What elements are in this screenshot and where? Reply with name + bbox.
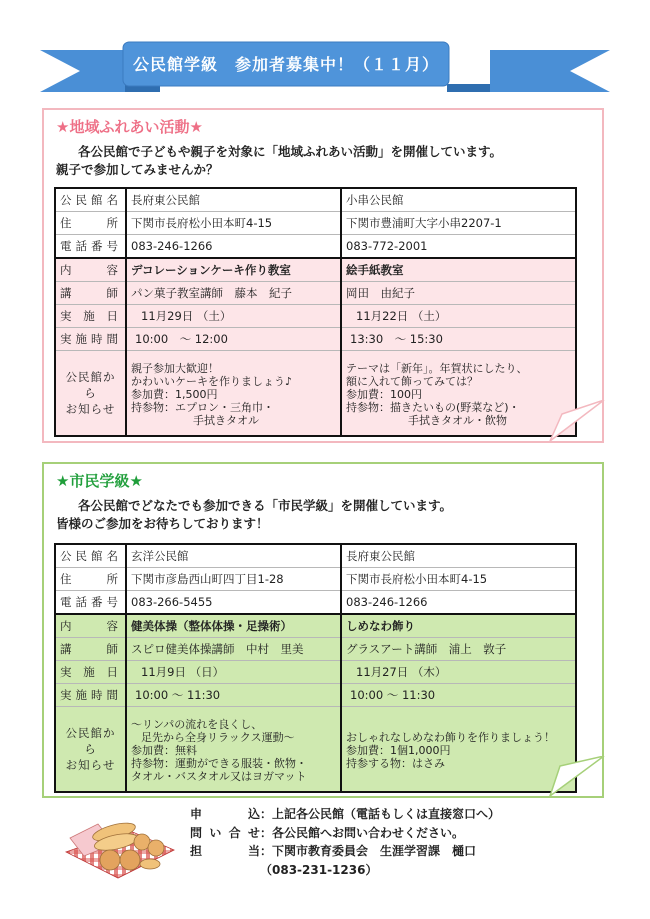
event-table: [54, 187, 577, 437]
section-intro: [56, 143, 502, 179]
contact-row-apply: 申込 ： 上記各公民館（電話もしくは直接窓口へ）: [190, 805, 500, 824]
notice-line: 持参物：エプロン・三角巾・: [131, 400, 274, 414]
label-notice-line-2: お知らせ: [65, 402, 116, 416]
cell-address-2: 下関市豊浦町大字小串2207-1: [341, 212, 576, 235]
cell-address-1: 下関市長府松小田本町4-15: [126, 212, 341, 235]
notice-line: テーマは「新年」。年賀状にしたり、: [346, 361, 528, 375]
label-address: 住所: [55, 212, 126, 235]
cell-time-1: 10:00 ～ 12:00: [126, 328, 341, 351]
cell-lecturer-1: スピロ健美体操講師 中村 里美: [126, 638, 341, 661]
label-lecturer: 講師: [55, 282, 126, 305]
cell-content-2: しめなわ飾り: [341, 614, 576, 638]
cell-phone-2: 083-246-1266: [341, 591, 576, 615]
table-row-time: [55, 684, 576, 707]
banner-title: 公民館学級 参加者募集中！（１１月）: [132, 55, 439, 74]
cell-time-2: 10:00 ～ 11:30: [341, 684, 576, 707]
notice-line: 参加費：1,500円: [131, 387, 218, 401]
header-banner: [0, 40, 650, 100]
label-content: 内容: [55, 614, 126, 638]
page-curl-decoration: [542, 400, 606, 443]
notice-line: 参加費：100円: [346, 387, 422, 401]
notice-line: 手拭きタオル: [193, 413, 259, 427]
table-row-name: [55, 544, 576, 568]
table-row-phone: [55, 235, 576, 259]
cell-phone-2: 083-772-2001: [341, 235, 576, 259]
cell-date-1: 11月9日 （日）: [126, 661, 341, 684]
notice-line: 持参物：運動ができる服装・飲物・: [131, 756, 307, 770]
cell-address-2: 下関市長府松小田本町4-15: [341, 568, 576, 591]
cell-time-2: 13:30 ～ 15:30: [341, 328, 576, 351]
notice-line: 持参物：描きたいもの(野菜など)・: [346, 400, 520, 414]
contact-value: 上記各公民館（電話もしくは直接窓口へ）: [272, 807, 501, 821]
table-row-name: [55, 188, 576, 212]
label-date: 実施日: [55, 305, 126, 328]
table-row-time: [55, 328, 576, 351]
event-table: [54, 543, 577, 793]
cell-time-1: 10:00 ～ 11:30: [126, 684, 341, 707]
cell-content-2: 絵手紙教室: [341, 258, 576, 282]
cell-lecturer-2: グラスアート講師 浦上 敦子: [341, 638, 576, 661]
label-content: 内容: [55, 258, 126, 282]
cell-lecturer-2: 岡田 由紀子: [341, 282, 576, 305]
table-row-lecturer: [55, 638, 576, 661]
notice-line: 参加費：1個1,000円: [346, 743, 451, 757]
section-chiiki-fureai: [42, 108, 604, 443]
cell-name-1: 長府東公民館: [126, 188, 341, 212]
section-title: ★地域ふれあい活動★: [56, 118, 203, 136]
notice-line: おしゃれなしめなわ飾りを作りましょう！: [346, 730, 555, 744]
contact-key: 申込: [190, 807, 260, 821]
label-phone: 電話番号: [55, 235, 126, 259]
notice-line: かわいいケーキを作りましょう♪: [131, 374, 293, 388]
notice-line: 額に入れて飾ってみては？: [346, 374, 478, 388]
cell-date-2: 11月27日 （木）: [341, 661, 576, 684]
table-row-address: [55, 212, 576, 235]
contact-info: [190, 805, 500, 879]
notice-line: タオル・バスタオル又はヨガマット: [131, 769, 307, 783]
cell-content-1: デコレーションケーキ作り教室: [126, 258, 341, 282]
contact-key: 担当: [190, 844, 260, 858]
section-shimin-gakkyu: [42, 462, 604, 798]
cell-address-1: 下関市彦島西山町四丁目1-28: [126, 568, 341, 591]
cell-notice-2: [341, 707, 576, 793]
table-row-address: [55, 568, 576, 591]
notice-line: ～リンパの流れを良くし、: [131, 717, 263, 731]
cell-notice-2: [341, 351, 576, 437]
cell-name-2: 長府東公民館: [341, 544, 576, 568]
intro-line-1: 各公民館で子どもや親子を対象に「地域ふれあい活動」を開催しています。: [78, 144, 503, 159]
label-time: 実施時間: [55, 684, 126, 707]
intro-line-2: 親子で参加してみませんか？: [56, 162, 219, 177]
bread-basket-illustration: [58, 810, 178, 880]
cell-name-1: 玄洋公民館: [126, 544, 341, 568]
section-intro: [56, 497, 452, 533]
label-date: 実施日: [55, 661, 126, 684]
notice-line: 持参する物：はさみ: [346, 756, 445, 770]
cell-notice-1: [126, 351, 341, 437]
label-name: 公民館名: [55, 544, 126, 568]
label-phone: 電話番号: [55, 591, 126, 615]
cell-notice-1: [126, 707, 341, 793]
label-notice-line-2: お知らせ: [65, 758, 116, 772]
label-notice: [55, 351, 126, 437]
notice-line: 手拭きタオル・飲物: [408, 413, 507, 427]
label-lecturer: 講師: [55, 638, 126, 661]
table-row-content: [55, 258, 576, 282]
contact-phone: （083-231-1236）: [260, 862, 378, 877]
contact-value: 下関市教育委員会 生涯学習課 樋口: [272, 844, 477, 858]
cell-lecturer-1: パン菓子教室講師 藤本 紀子: [126, 282, 341, 305]
table-row-phone: [55, 591, 576, 615]
cell-name-2: 小串公民館: [341, 188, 576, 212]
label-time: 実施時間: [55, 328, 126, 351]
label-address: 住所: [55, 568, 126, 591]
table-row-date: [55, 305, 576, 328]
table-row-notice: [55, 707, 576, 793]
cell-phone-1: 083-266-5455: [126, 591, 341, 615]
cell-date-2: 11月22日 （土）: [341, 305, 576, 328]
table-row-notice: [55, 351, 576, 437]
table-row-lecturer: [55, 282, 576, 305]
label-notice-line-1: 公民館から: [65, 726, 116, 756]
notice-line: 足先から全身リラックス運動～: [141, 730, 295, 744]
label-notice: [55, 707, 126, 793]
label-notice-line-1: 公民館から: [65, 370, 116, 400]
cell-date-1: 11月29日 （土）: [126, 305, 341, 328]
label-name: 公民館名: [55, 188, 126, 212]
notice-line: 参加費：無料: [131, 743, 197, 757]
contact-row-inquiry: 問い合せ ： 各公民館へお問い合わせください。: [190, 824, 500, 843]
cell-phone-1: 083-246-1266: [126, 235, 341, 259]
page-curl-decoration: [542, 756, 606, 798]
contact-key: 問い合せ: [190, 825, 260, 840]
intro-line-2: 皆様のご参加をお待ちしております！: [56, 516, 269, 531]
contact-row-person: 担当 ： 下関市教育委員会 生涯学習課 樋口: [190, 842, 500, 861]
notice-line: 親子参加大歓迎！: [131, 361, 219, 375]
section-title: ★市民学級★: [56, 472, 143, 490]
intro-line-1: 各公民館でどなたでも参加できる「市民学級」を開催しています。: [78, 498, 453, 513]
cell-content-1: 健美体操（整体体操・足操術）: [126, 614, 341, 638]
table-row-date: [55, 661, 576, 684]
table-row-content: [55, 614, 576, 638]
contact-value: 各公民館へお問い合わせください。: [272, 825, 465, 840]
